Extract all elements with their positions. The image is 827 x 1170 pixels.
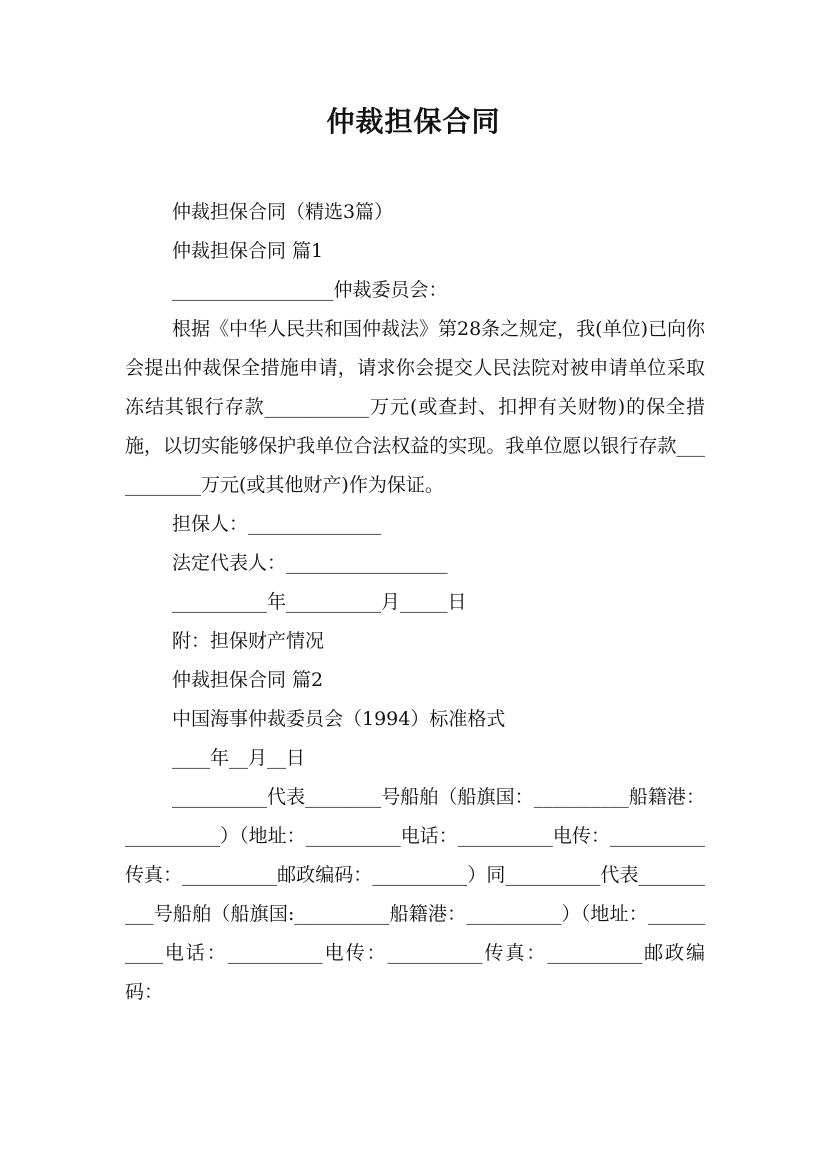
document-title: 仲裁担保合同 xyxy=(326,105,501,138)
paragraph-part-1-heading: 仲裁担保合同 篇1 xyxy=(172,240,324,262)
paragraph-request: 根据《中华人民共和国仲裁法》第28条之规定，我(单位)已向你会提出仲裁保全措施申请，请求你会提交人民法院对被申请单位采取冻结其银行存款___________万元(或查封、扣押有关财物)的保全措施，以切实能够保护我单位合法权益的实现。我单位愿以银行存款___________万元(或其他财产)作为保证。 xyxy=(125,318,706,496)
paragraph-part-2-heading: 仲裁担保合同 篇2 xyxy=(172,669,324,691)
paragraph-date-2: ____年__月__日 xyxy=(172,747,306,769)
paragraph-guarantor: 担保人：______________ xyxy=(172,513,382,535)
paragraph-attachment: 附：担保财产情况 xyxy=(172,630,325,652)
document-body xyxy=(125,193,705,1012)
paragraph-ship-parties: __________代表________号船舶（船旗国：__________船籍港：__________）（地址：__________电话：__________电传：__________传真：__________邮政编码：__________）同__________代表__________号船舶（船旗国:__________船籍港：__________）（地址：__________电话：__________电传：__________传真：__________邮政编码： xyxy=(125,786,705,1003)
paragraph-date: __________年__________月_____日 xyxy=(172,591,467,613)
paragraph-heading-selected: 仲裁担保合同（精选3篇） xyxy=(172,201,394,223)
paragraph-legal-representative: 法定代表人：_________________ xyxy=(172,552,448,574)
paragraph-addressee: _________________仲裁委员会： xyxy=(172,279,448,301)
paragraph-standard-format: 中国海事仲裁委员会（1994）标准格式 xyxy=(172,708,506,730)
